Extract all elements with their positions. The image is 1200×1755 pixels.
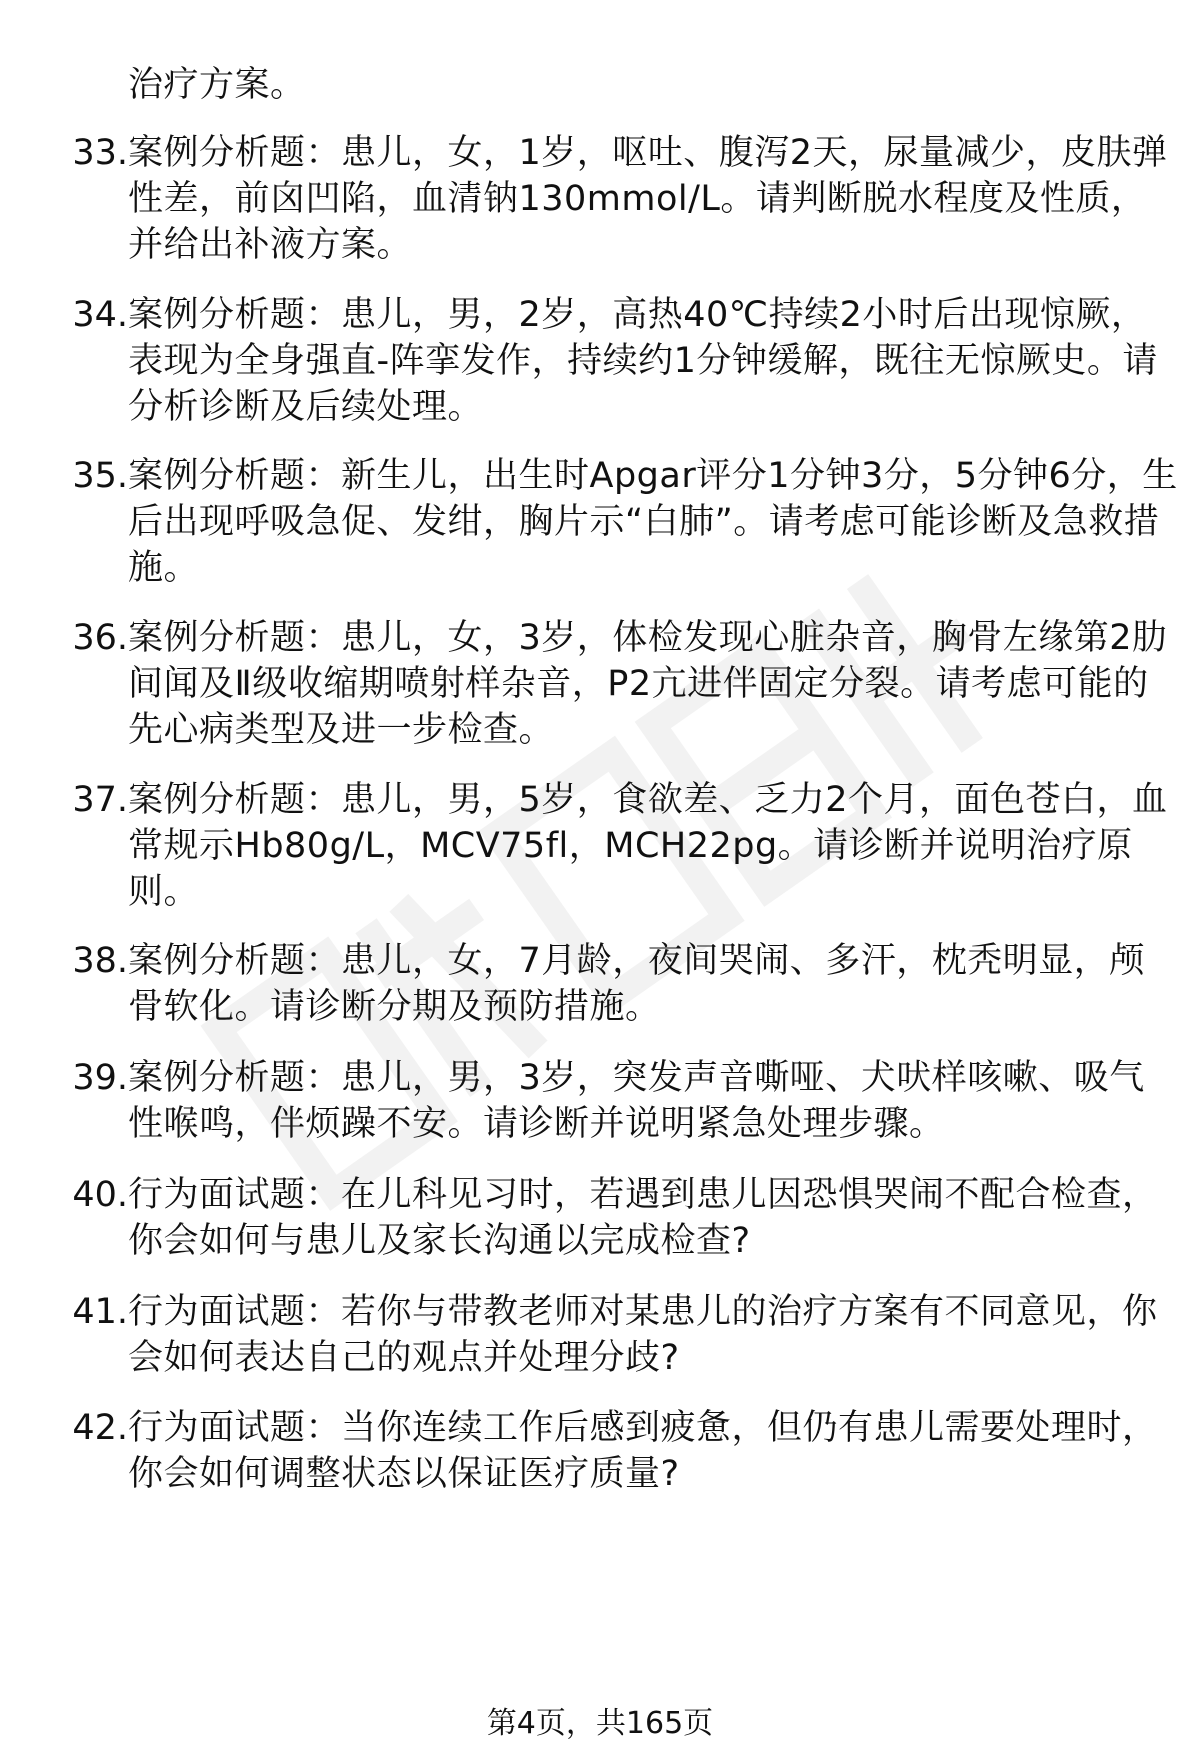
question-number: 39. [72,1058,128,1098]
question-text: 案例分析题：患儿，男，5岁，食欲差、乏力2个月，面色苍白，血常规示Hb80g/L，MCV75fl，MCH22pg。请诊断并说明治疗原则。 [128,780,1168,912]
question-text: 案例分析题：患儿，女，3岁，体检发现心脏杂音，胸骨左缘第2肋间闻及Ⅱ级收缩期喷射样杂音，P2亢进伴固定分裂。请考虑可能的先心病类型及进一步检查。 [128,618,1168,750]
question-text: 案例分析题：患儿，女，7月龄，夜间哭闹、多汗，枕秃明显，颅骨软化。请诊断分期及预防措施。 [128,941,1145,1027]
question-number: 38. [72,941,128,981]
question-number: 41. [72,1292,128,1332]
question-number: 42. [72,1408,128,1448]
question-number: 40. [72,1175,128,1215]
question-text: 行为面试题：若你与带教老师对某患儿的治疗方案有不同意见，你会如何表达自己的观点并处理分歧? [128,1292,1158,1378]
question-number: 37. [72,780,128,820]
question-text: 行为面试题：当你连续工作后感到疲惫，但仍有患儿需要处理时，你会如何调整状态以保证医疗质量? [128,1408,1158,1494]
question-text: 案例分析题：患儿，女，1岁，呕吐、腹泻2天，尿量减少，皮肤弹性差，前囟凹陷，血清钠130mmol/L。请判断脱水程度及性质，并给出补液方案。 [128,133,1168,265]
question-text: 案例分析题：患儿，男，2岁，高热40℃持续2小时后出现惊厥，表现为全身强直-阵挛发作，持续约1分钟缓解，既往无惊厥史。请分析诊断及后续处理。 [128,295,1158,427]
question-text: 案例分析题：患儿，男，3岁，突发声音嘶哑、犬吠样咳嗽、吸气性喉鸣，伴烦躁不安。请诊断并说明紧急处理步骤。 [128,1058,1145,1144]
question-text: 案例分析题：新生儿，出生时Apgar评分1分钟3分，5分钟6分，生后出现呼吸急促、发绀，胸片示“白肺”。请考虑可能诊断及急救措施。 [128,456,1178,588]
question-number: 36. [72,618,128,658]
question-number: 33. [72,133,128,173]
question-number: 35. [72,456,128,496]
page-footer: 第4页，共165页 [486,1706,714,1741]
question-number: 34. [72,295,128,335]
question-text: 行为面试题：在儿科见习时，若遇到患儿因恐惧哭闹不配合检查，你会如何与患儿及家长沟通以完成检查? [128,1175,1158,1261]
continuation-text: 治疗方案。 [128,65,306,105]
